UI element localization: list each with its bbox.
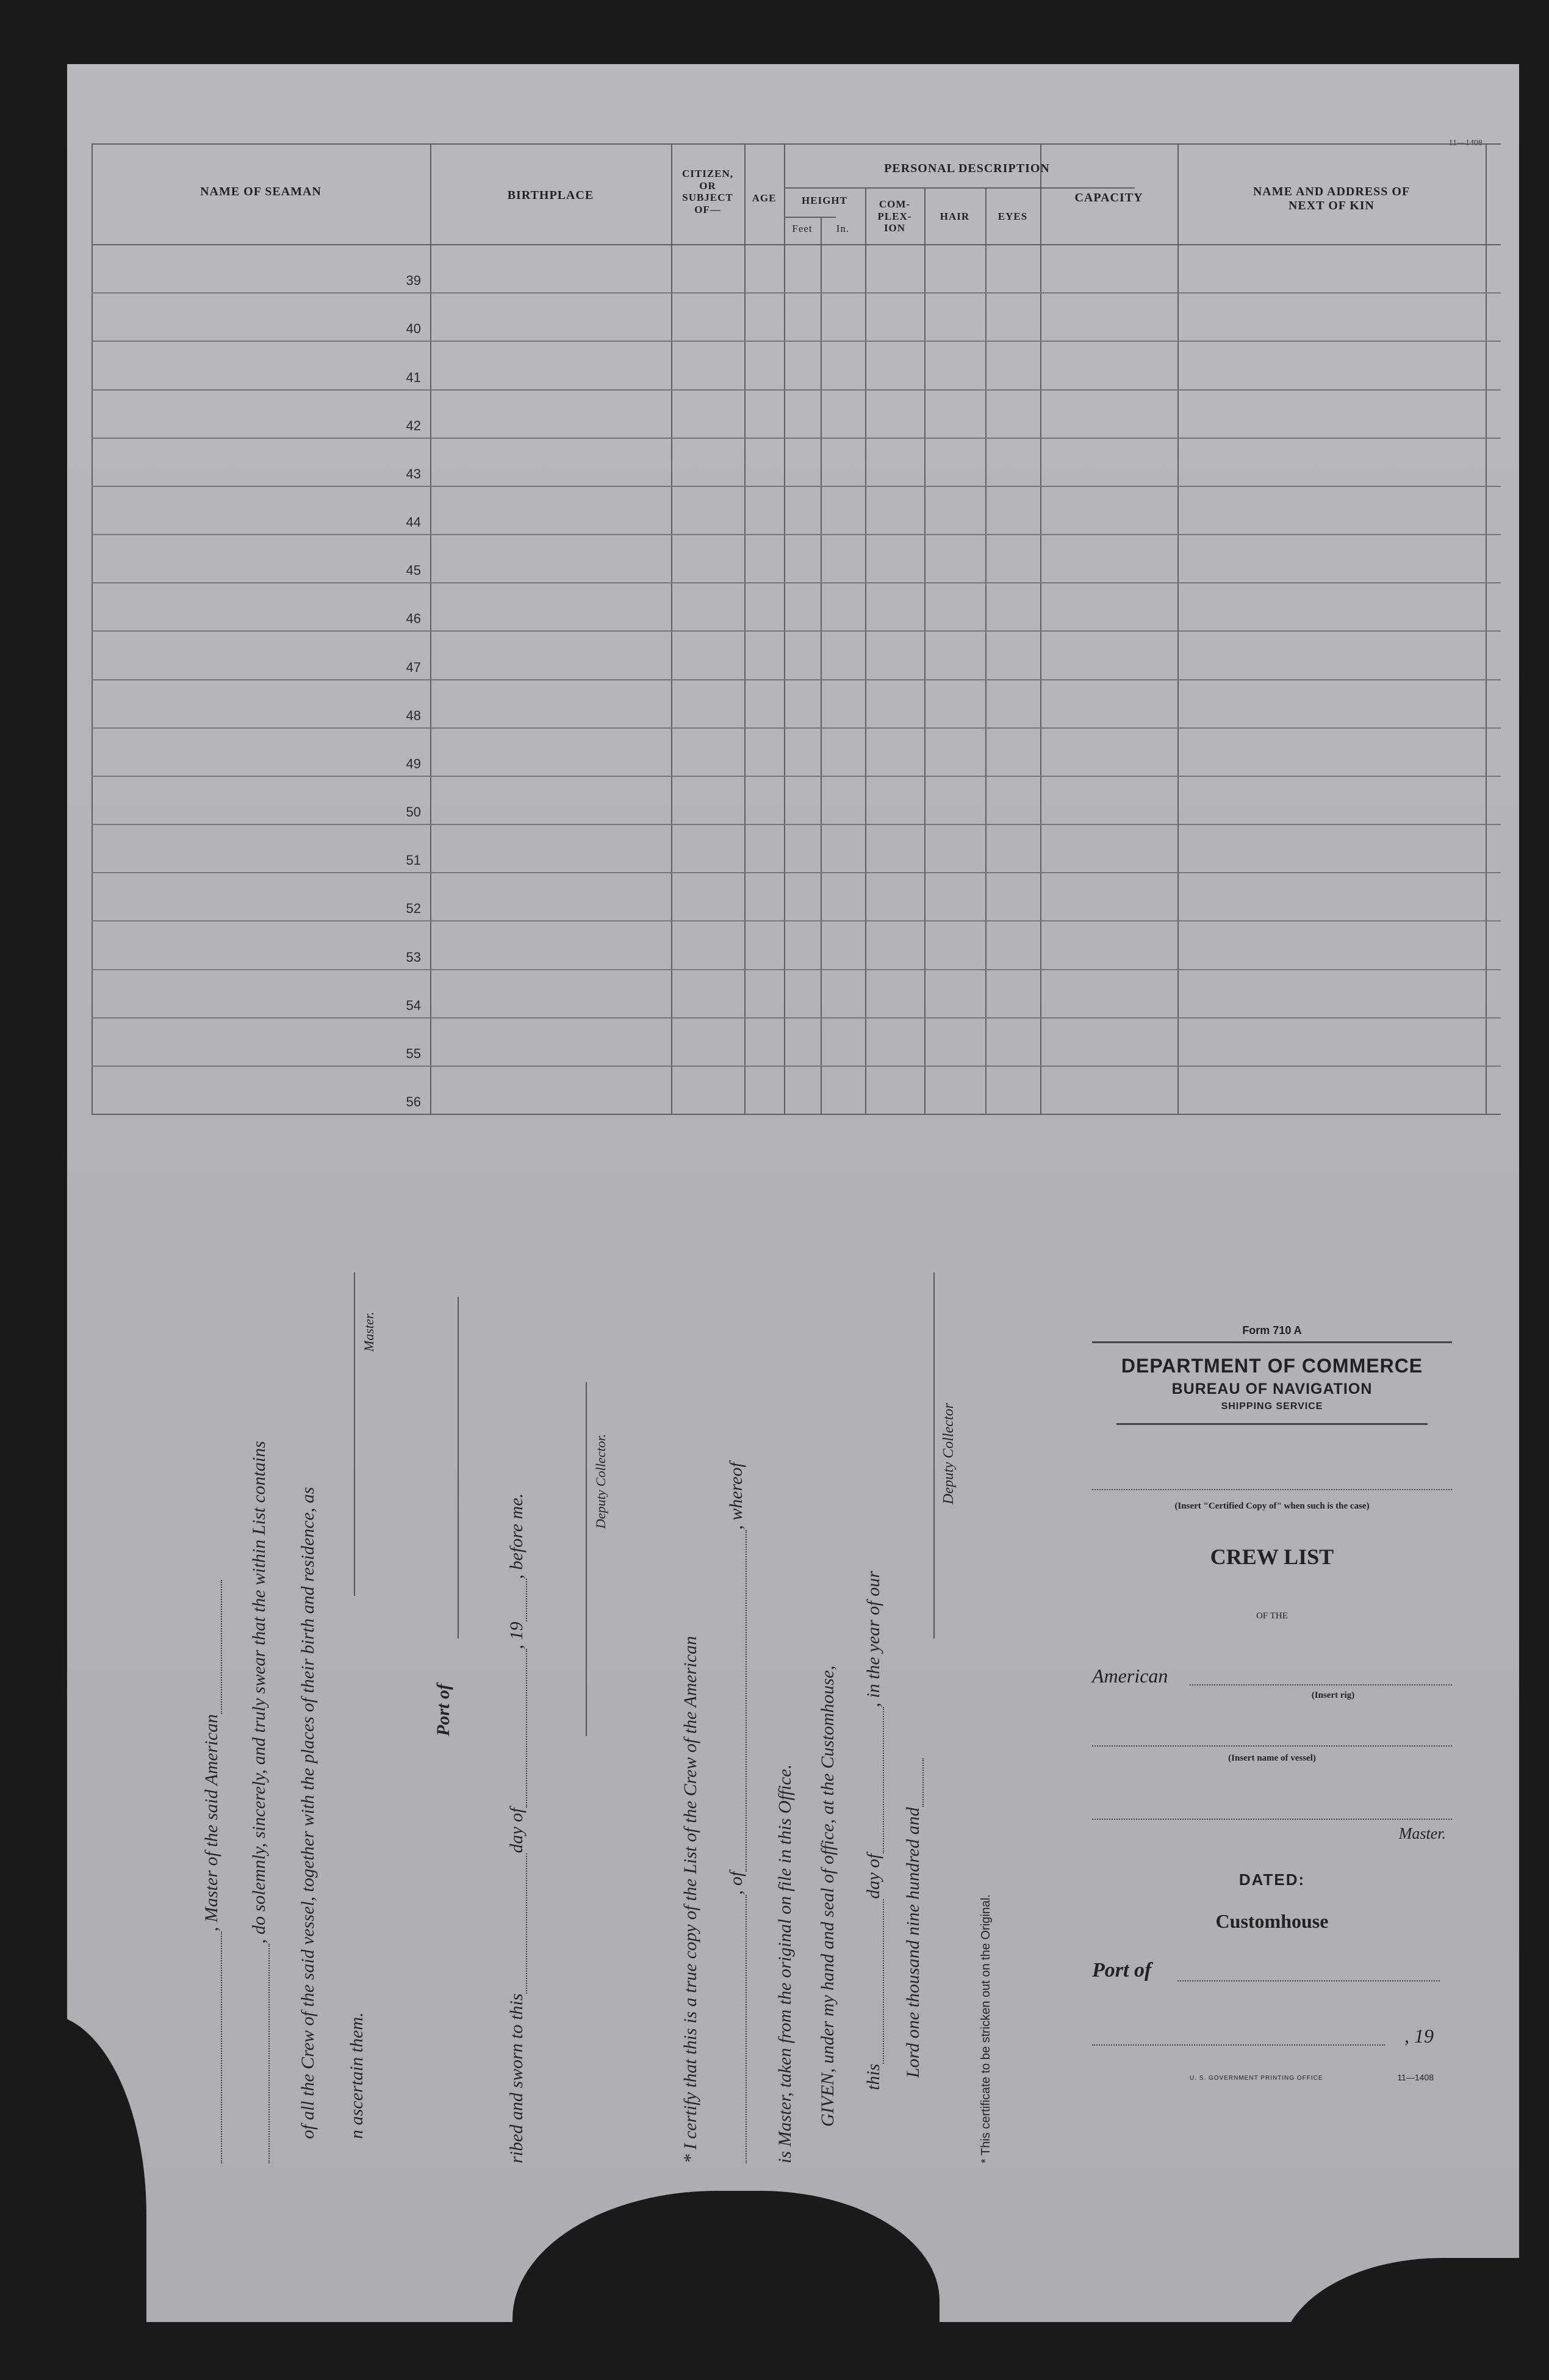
port-of-label: Port of (433, 1684, 453, 1736)
deputy-collector-1: Deputy Collector. (593, 1433, 608, 1529)
row-divider (92, 1017, 1501, 1019)
row-divider (92, 1066, 1501, 1067)
row-divider (92, 969, 1501, 970)
header-hair: HAIR (940, 211, 970, 222)
this-day-line: thisday of, in the year of our (863, 1571, 883, 2090)
header-next-of-kin: NAME AND ADDRESS OF NEXT OF KIN (1252, 185, 1411, 212)
header-personal-description: PERSONAL DESCRIPTION (884, 162, 1050, 175)
is-master-line: is Master, taken from the original on file in this Office. (775, 1764, 795, 2163)
master-label-cover: Master. (1398, 1825, 1446, 1842)
print-code: 11—1408 (1397, 2072, 1434, 2082)
row-divider (92, 824, 1501, 825)
printer-label: U. S. GOVERNMENT PRINTING OFFICE (1190, 2075, 1323, 2082)
crew-table (92, 143, 1501, 1114)
row-divider (92, 486, 1501, 487)
row-number: 48 (406, 707, 421, 723)
row-number: 55 (406, 1045, 421, 1061)
row-divider (92, 292, 1501, 294)
certify-line: * I certify that this is a true copy of the List of the Crew of the American (680, 1635, 700, 2163)
american-label: American (1092, 1665, 1168, 1687)
subscribed-line: ribed and sworn to thisday of, 19, before me. (506, 1493, 527, 2163)
header-capacity: CAPACITY (1074, 191, 1143, 204)
row-divider (92, 920, 1501, 921)
row-divider (92, 679, 1501, 680)
header-birthplace: BIRTHPLACE (507, 189, 594, 202)
header-citizen: CITIZEN, OR SUBJECT OF— (681, 168, 734, 215)
form-label: Form 710 A (1242, 1324, 1302, 1336)
given-line: GIVEN, under my hand and seal of office, at the Customhouse, (818, 1665, 838, 2127)
insert-vessel-note: (Insert name of vessel) (1228, 1753, 1316, 1763)
row-divider (92, 776, 1501, 777)
row-number: 53 (406, 949, 421, 965)
master-label: Master. (361, 1311, 376, 1352)
row-number: 47 (406, 659, 421, 675)
row-number: 52 (406, 901, 421, 917)
row-number: 49 (406, 755, 421, 771)
row-number: 43 (406, 466, 421, 481)
customhouse-label: Customhouse (1215, 1910, 1329, 1932)
row-number: 39 (406, 273, 421, 289)
row-number: 56 (406, 1094, 421, 1109)
of-the-label: OF THE (1256, 1611, 1288, 1621)
shipping-service: SHIPPING SERVICE (1221, 1401, 1323, 1412)
row-number: 46 (406, 611, 421, 627)
row-divider (92, 389, 1501, 391)
row-number: 51 (406, 853, 421, 868)
oath-line-2: , do solemnly, sincerely, and truly swear that the within List contains (249, 1441, 270, 2163)
insert-certified-note: (Insert "Certified Copy of" when such is the case) (1174, 1501, 1370, 1511)
row-divider (92, 534, 1501, 535)
row-divider (92, 727, 1501, 729)
header-complexion: COM- PLEX- ION (877, 198, 912, 234)
row-number: 41 (406, 369, 421, 385)
row-divider (92, 630, 1501, 632)
row-number: 50 (406, 804, 421, 820)
header-feet: Feet (792, 223, 813, 234)
header-name-of-seaman: NAME OF SEAMAN (200, 185, 322, 198)
department-title: DEPARTMENT OF COMMERCE (1121, 1355, 1423, 1377)
header-eyes: EYES (997, 211, 1028, 222)
oath-line-1: , Master of the said American (201, 1580, 222, 2163)
dated-label: DATED: (1238, 1870, 1306, 1889)
footnote: * This certificate to be stricken out on the Original. (979, 1894, 993, 2163)
row-number: 42 (406, 417, 421, 433)
insert-rig-note: (Insert rig) (1311, 1690, 1355, 1700)
row-number: 44 (406, 514, 421, 530)
crew-list-title: CREW LIST (1210, 1545, 1334, 1569)
header-height: HEIGHT (802, 195, 847, 206)
of-whereof-line: , of, whereof (726, 1462, 747, 2163)
row-number: 40 (406, 321, 421, 337)
header-age: AGE (752, 192, 777, 204)
oath-line-4: n ascertain them. (347, 2012, 367, 2139)
bureau-title: BUREAU OF NAVIGATION (1171, 1380, 1373, 1397)
oath-section (201, 1230, 993, 2163)
port-of-cover: Port of (1092, 1959, 1152, 1982)
row-number: 54 (406, 997, 421, 1013)
header-inches: In. (836, 223, 850, 234)
row-divider (92, 872, 1501, 873)
oath-line-3: of all the Crew of the said vessel, together with the places of their birth and residence, as (298, 1487, 318, 2139)
deputy-collector-2: Deputy Collector (941, 1403, 957, 1504)
lord-line: Lord one thousand nine hundred and (903, 1758, 924, 2078)
row-divider (92, 438, 1501, 439)
row-divider (92, 341, 1501, 342)
row-number: 45 (406, 563, 421, 579)
row-divider (92, 582, 1501, 583)
year-cover: , 19 (1404, 2025, 1434, 2047)
